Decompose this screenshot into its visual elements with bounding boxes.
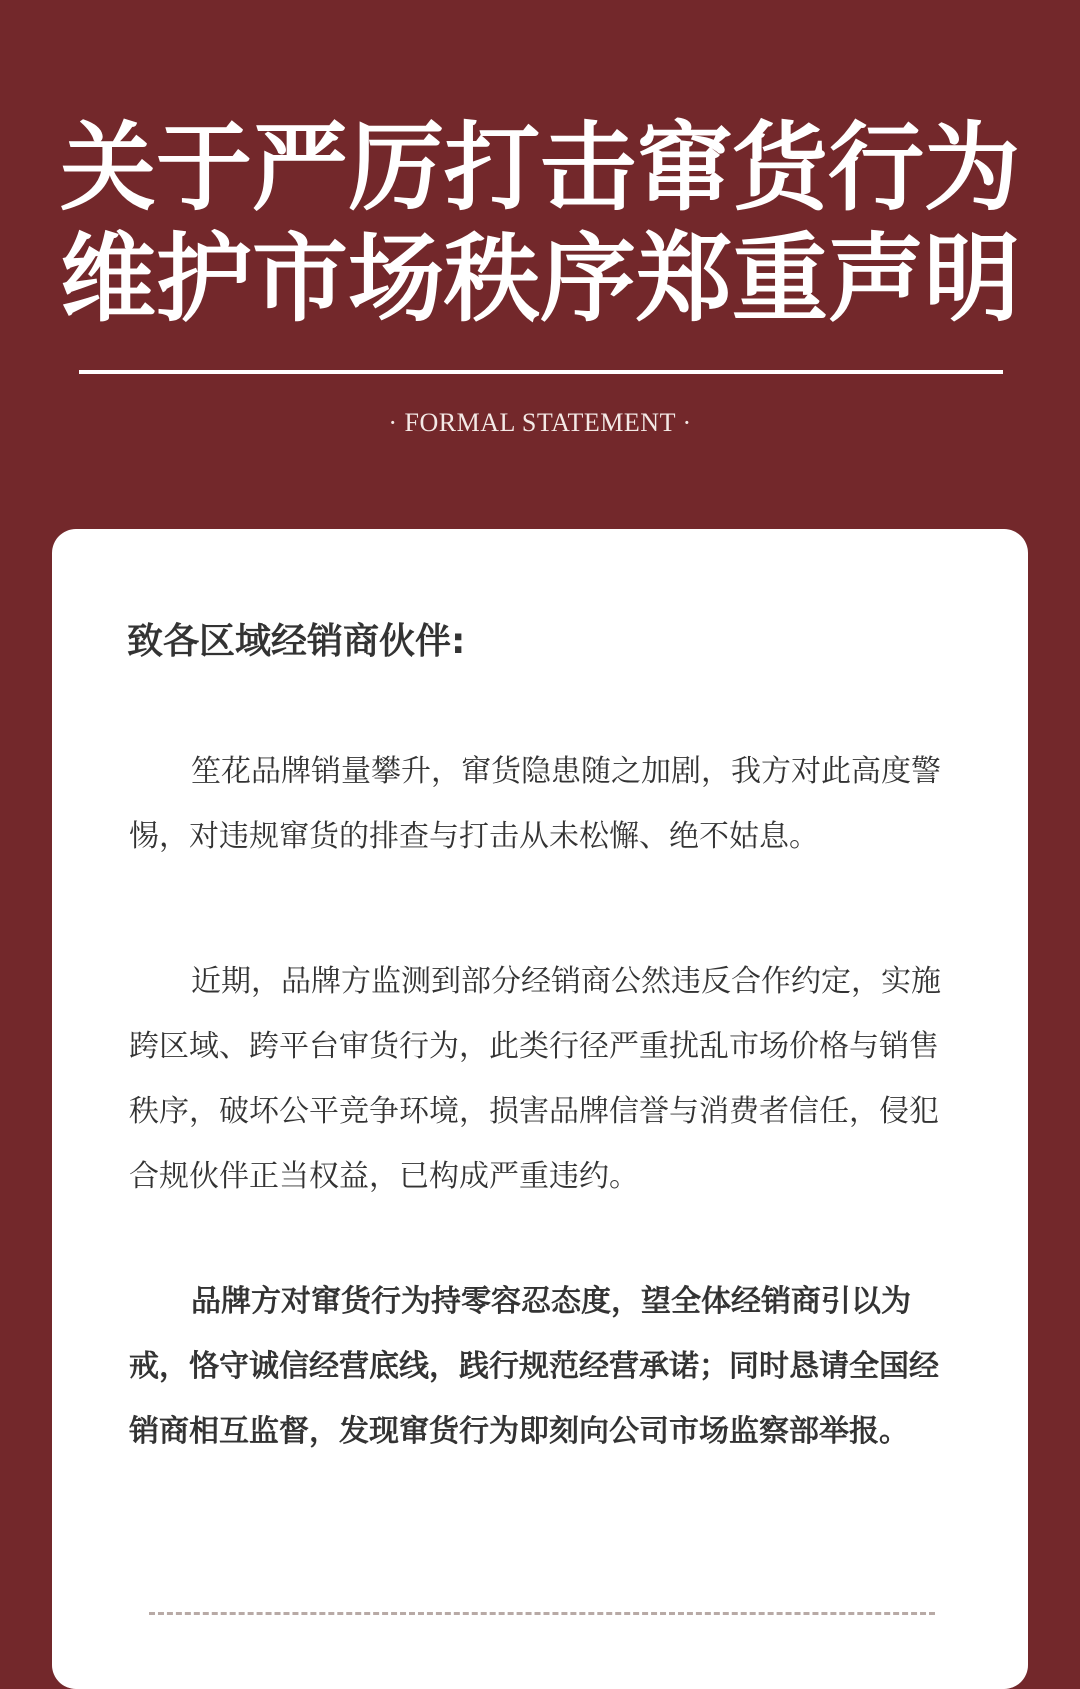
dashed-divider: [149, 1612, 935, 1615]
paragraph-3: 品牌方对窜货行为持零容忍态度，望全体经销商引以为戒，恪守诚信经营底线，践行规范经营承诺；同时恳请全国经销商相互监督，发现窜货行为即刻向公司市场监察部举报。: [129, 1284, 939, 1449]
title-divider: [79, 370, 1003, 374]
statement-header: [0, 0, 1080, 530]
page-title-line-1: 关于严厉打击窜货行为: [60, 111, 1020, 224]
statement-card: [52, 529, 1028, 1689]
greeting: 致各区域经销商伙伴:: [127, 621, 466, 662]
page-title-line-2: 维护市场秩序郑重声明: [60, 222, 1020, 335]
paragraph-2: 近期，品牌方监测到部分经销商公然违反合作约定，实施跨区域、跨平台审货行为，此类行径严重扰乱市场价格与销售秩序，破坏公平竞争环境，损害品牌信誉与消费者信任，侵犯合规伙伴正当权益，已构成严重违约。: [129, 964, 941, 1194]
page-subtitle: · FORMAL STATEMENT ·: [388, 408, 692, 437]
paragraph-1: 笙花品牌销量攀升，窜货隐患随之加剧，我方对此高度警惕，对违规窜货的排查与打击从未松懈、绝不姑息。: [129, 754, 941, 854]
